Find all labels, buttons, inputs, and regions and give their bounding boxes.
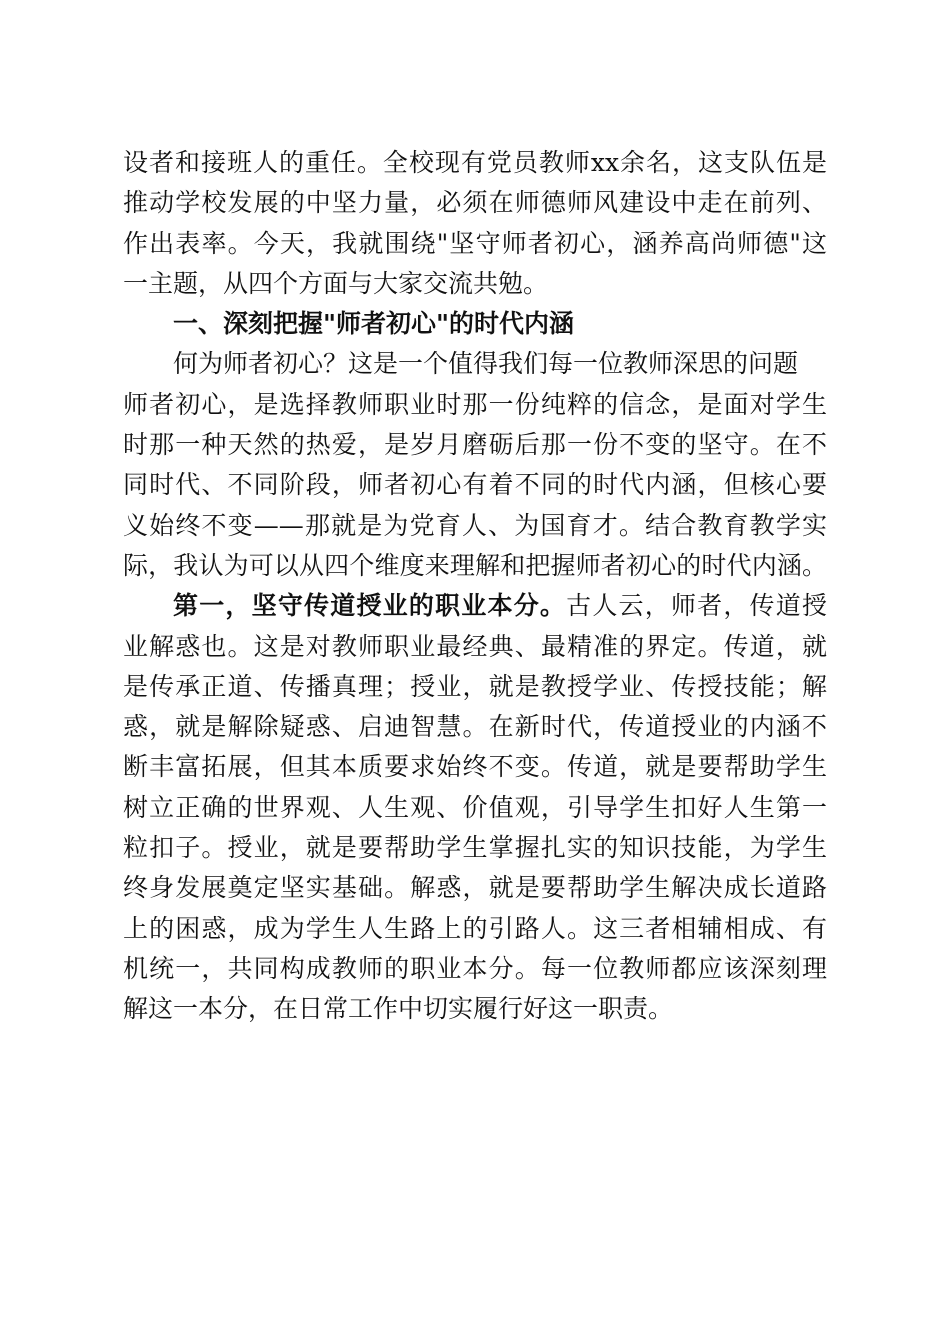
paragraph-line: 上的困惑，成为学生人生路上的引路人。这三者相辅相成、有 <box>123 913 827 943</box>
paragraph-text: 古人云，师者，传道授 <box>566 591 827 621</box>
paragraph-line: 树立正确的世界观、人生观、价值观，引导学生扣好人生第一 <box>123 792 827 822</box>
document-body <box>123 143 827 1030</box>
paragraph-line: 惑，就是解除疑惑、启迪智慧。在新时代，传道授业的内涵不 <box>123 712 827 742</box>
paragraph-line: 终身发展奠定坚实基础。解惑，就是要帮助学生解决成长道路 <box>123 873 827 903</box>
paragraph-line: 解这一本分，在日常工作中切实履行好这一职责。 <box>123 994 674 1024</box>
paragraph-line: 断丰富拓展，但其本质要求始终不变。传道，就是要帮助学生 <box>123 752 827 782</box>
paragraph-line: 设者和接班人的重任。全校现有党员教师xx余名，这支队伍是 <box>123 148 827 177</box>
paragraph-line: 作出表率。今天，我就围绕"坚守师者初心，涵养高尚师德"这 <box>123 228 827 258</box>
paragraph-line: 义始终不变——那就是为党育人、为国育才。结合教育教学实 <box>123 510 827 540</box>
paragraph-line: 师者初心，是选择教师职业时那一份纯粹的信念，是面对学生 <box>123 389 827 419</box>
paragraph-line: 一主题，从四个方面与大家交流共勉。 <box>123 268 549 298</box>
paragraph-line: 业解惑也。这是对教师职业最经典、最精准的界定。传道，就 <box>123 631 827 661</box>
paragraph-line: 同时代、不同阶段，师者初心有着不同的时代内涵，但核心要 <box>123 470 827 500</box>
paragraph-line: 推动学校发展的中坚力量，必须在师德师风建设中走在前列、 <box>123 188 827 218</box>
paragraph-line: 际，我认为可以从四个维度来理解和把握师者初心的时代内涵。 <box>123 550 827 580</box>
paragraph-line: 时那一种天然的热爱，是岁月磨砺后那一份不变的坚守。在不 <box>123 430 827 460</box>
paragraph-line <box>123 586 827 626</box>
section-heading: 一、深刻把握"师者初心"的时代内涵 <box>173 309 575 339</box>
paragraph-line: 是传承正道、传播真理；授业，就是教授学业、传授技能；解 <box>123 671 827 701</box>
paragraph-lead-phrase: 第一，坚守传道授业的职业本分。 <box>173 591 567 621</box>
paragraph-line: 粒扣子。授业，就是要帮助学生掌握扎实的知识技能，为学生 <box>123 833 827 863</box>
paragraph-line: 机统一，共同构成教师的职业本分。每一位教师都应该深刻理 <box>123 953 827 983</box>
paragraph-line: 何为师者初心？这是一个值得我们每一位教师深思的问题 <box>173 349 799 379</box>
